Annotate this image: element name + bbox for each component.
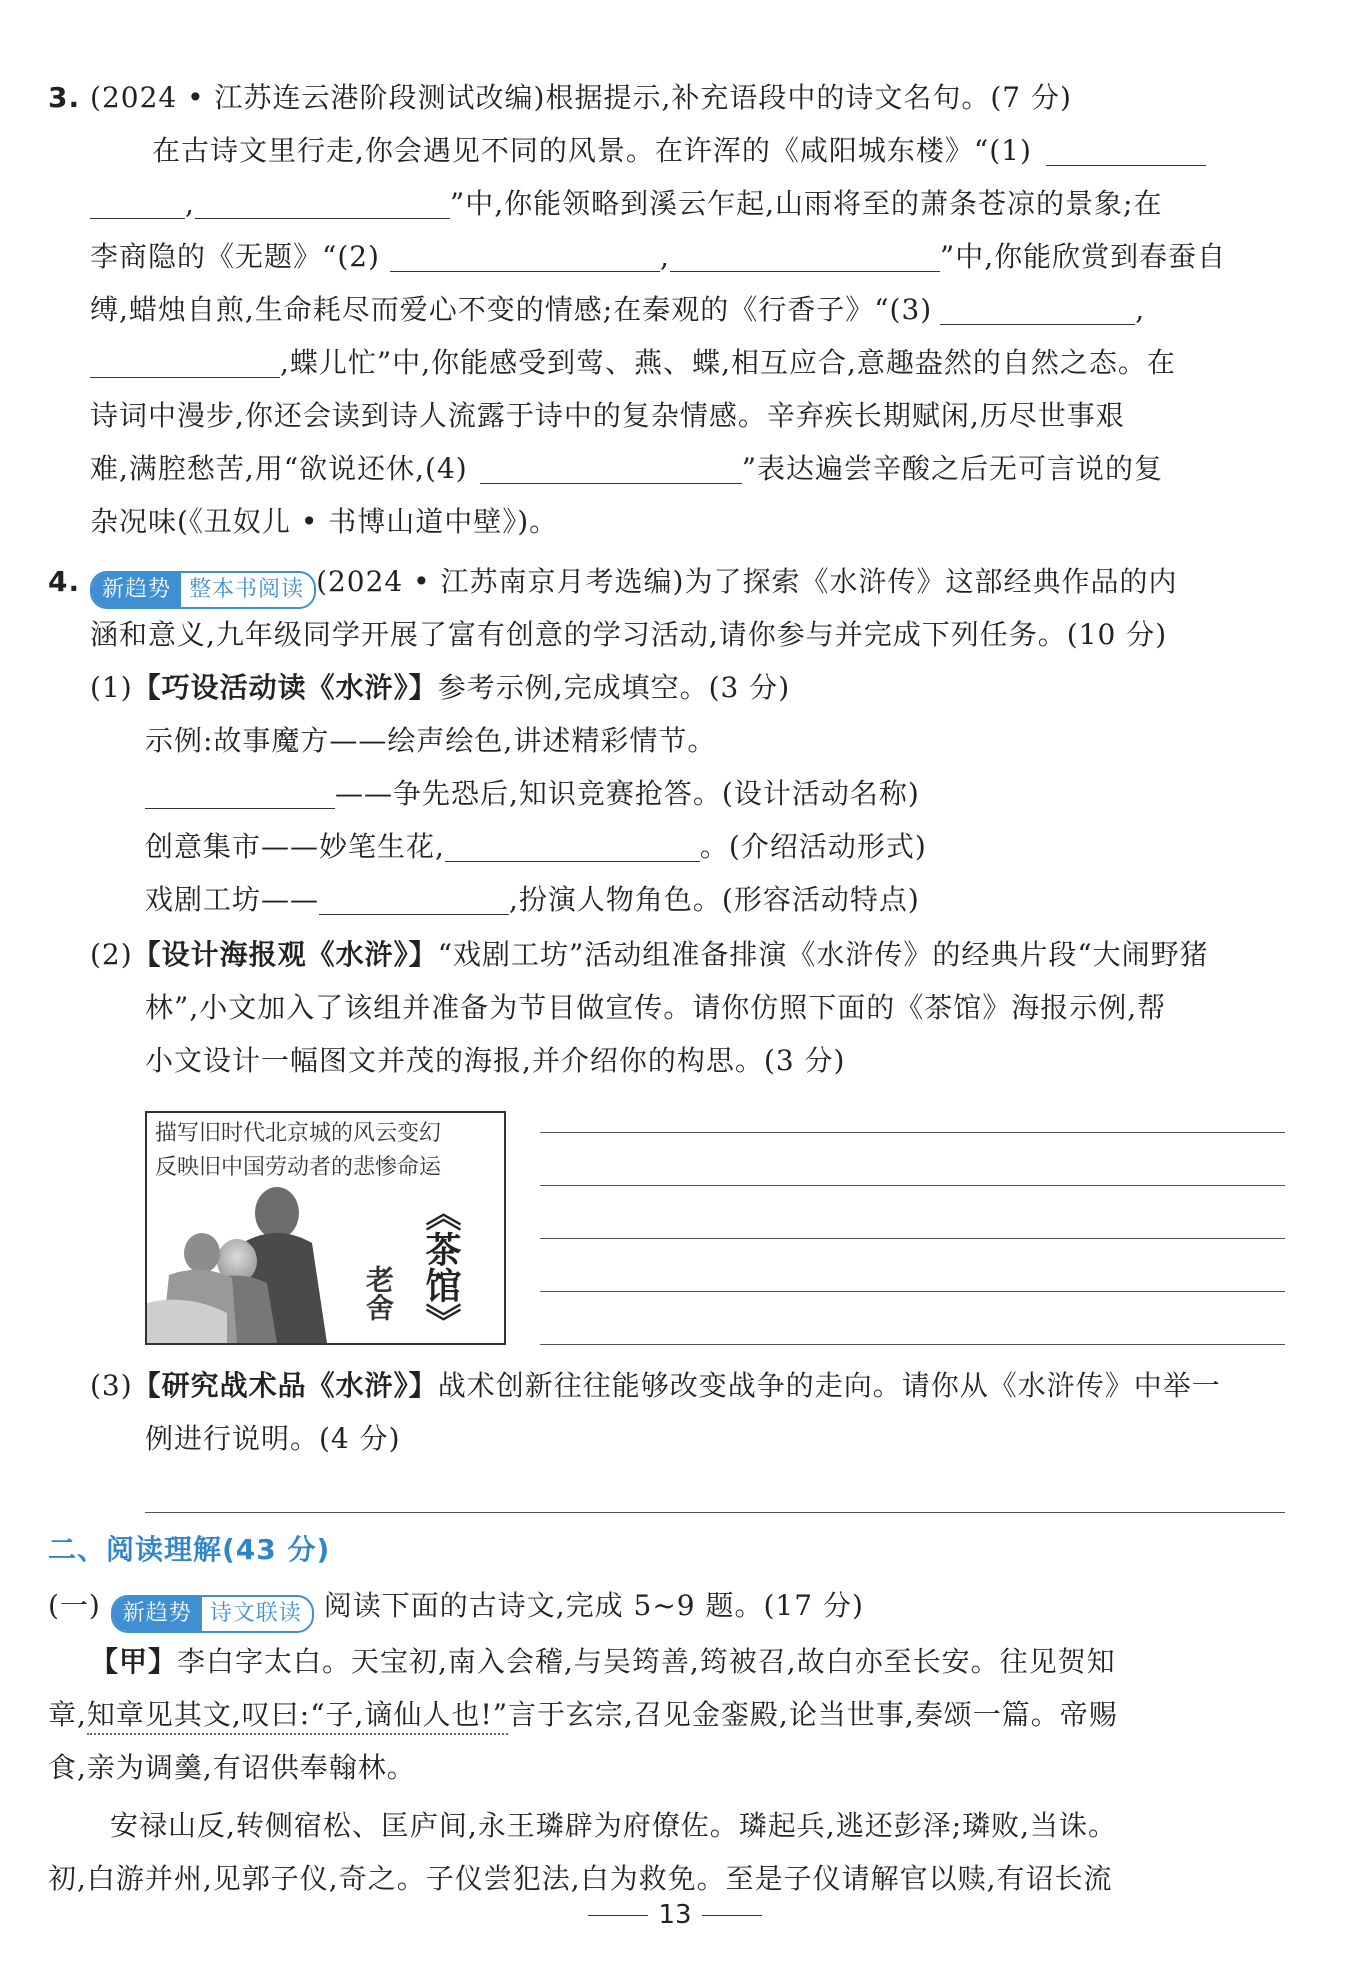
- q3-header: (2024 • 江苏连云港阶段测试改编)根据提示,补充语段中的诗文名句。(7 分): [90, 81, 1072, 114]
- trend-badge-poetry: [111, 1595, 314, 1633]
- q4-part2-text: “戏剧工坊”活动组准备排演《水浒传》的经典片段“大闹野猪: [437, 938, 1209, 971]
- q4-part2-label: (2): [90, 938, 133, 971]
- jia-text-1: 李白字太白。天宝初,南入会稽,与吴筠善,筠被召,故白亦至长安。往见贺知: [177, 1645, 1116, 1678]
- q4-blank-1[interactable]: [145, 776, 335, 809]
- q4-blank-2[interactable]: [445, 829, 700, 862]
- q3-blank-4[interactable]: [480, 451, 742, 484]
- q3-text-7a: 难,满腔愁苦,用“欲说还休,(4): [90, 452, 468, 485]
- q4-part3-label: (3): [90, 1369, 133, 1402]
- poster-answer-line-1[interactable]: [540, 1132, 1285, 1133]
- q4-row-3-text-b: ,扮演人物角色。(形容活动特点): [509, 883, 920, 916]
- q3-blank-3b[interactable]: [90, 345, 280, 378]
- jia-text-2c: 言于玄宗,召见金銮殿,论当世事,奏颂一篇。帝赐: [508, 1698, 1118, 1731]
- jia-line-2: [48, 1695, 1118, 1735]
- q4-row-2-text-a: 创意集市——妙笔生花,: [145, 830, 445, 863]
- jia-underlined-sentence: 知章见其文,叹曰:“子,谪仙人也!”: [87, 1698, 508, 1735]
- q4-part3-text-2: 例进行说明。(4 分): [145, 1422, 401, 1455]
- q4-row-3-text-a: 戏剧工坊——: [145, 883, 320, 916]
- q4-part1-line: [90, 668, 790, 708]
- q4-part3-line: [90, 1366, 1221, 1406]
- q4-row-1: [145, 774, 920, 814]
- q3-line-2: [90, 184, 1162, 224]
- page-number-dash-right: [702, 1915, 762, 1916]
- q3-blank-1c[interactable]: [195, 186, 450, 219]
- q3-line-5: [90, 343, 1176, 383]
- badge-right: 整本书阅读: [189, 577, 305, 602]
- jia-text-3: 食,亲为调羹,有诏供奉翰林。: [48, 1751, 416, 1784]
- q3-comma-1: ,: [185, 187, 195, 220]
- q3-line-8: [90, 502, 558, 542]
- section-2-sub-text: 阅读下面的古诗文,完成 5~9 题。(17 分): [323, 1589, 864, 1622]
- q3-line-3: [90, 237, 1226, 277]
- q3-number: 3.: [48, 81, 81, 114]
- q4-part3-line-2: [145, 1419, 401, 1459]
- poster-answer-line-2[interactable]: [540, 1185, 1285, 1186]
- q4-part2-line-2: [145, 988, 1166, 1028]
- jia-line-5: [48, 1859, 1113, 1899]
- q4-header: (2024 • 江苏南京月考选编)为了探索《水浒传》这部经典作品的内: [316, 565, 1178, 598]
- q4-part2-line: [90, 935, 1209, 975]
- q3-line-6: [90, 396, 1125, 436]
- q3-header-line: [48, 78, 1072, 118]
- q3-line-1: [152, 131, 1206, 171]
- q3-text-4a: 缚,蜡烛自煎,生命耗尽而爱心不变的情感;在秦观的《行香子》“(3): [90, 293, 933, 326]
- q4-row-3: [145, 880, 920, 920]
- page-number-dash-left: [588, 1915, 648, 1916]
- q3-text-3c: ”中,你能欣赏到春蚕自: [939, 240, 1227, 273]
- q4-example-line: [145, 721, 716, 761]
- poster-line-2: 反映旧中国劳动者的悲惨命运: [155, 1155, 442, 1180]
- q4-part1-title: 【巧设活动读《水浒》】: [132, 671, 438, 704]
- jia-line-1: [90, 1642, 1116, 1682]
- q3-blank-3a[interactable]: [940, 292, 1135, 325]
- jia-text-4: 安禄山反,转侧宿松、匡庐间,永王璘辟为府僚佐。璘起兵,逃还彭泽;璘败,当诛。: [110, 1809, 1118, 1842]
- q3-blank-1a[interactable]: [1046, 133, 1206, 166]
- q4-part2-title: 【设计海报观《水浒》】: [132, 938, 438, 971]
- q3-blank-2b[interactable]: [670, 239, 940, 272]
- poster-author: 老舍: [362, 1265, 395, 1321]
- q3-blank-2a[interactable]: [390, 239, 660, 272]
- poster-answer-line-4[interactable]: [540, 1291, 1285, 1292]
- q4-part2-text-2: 林”,小文加入了该组并准备为节目做宣传。请你仿照下面的《茶馆》海报示例,帮: [145, 991, 1167, 1024]
- trend-badge-book: [90, 571, 316, 609]
- q4-number: 4.: [48, 565, 81, 598]
- q4-header-line-2: [90, 615, 1167, 655]
- poster-answer-line-3[interactable]: [540, 1238, 1285, 1239]
- q4-header-line: [48, 562, 1178, 609]
- q3-text-7b: ”表达遍尝辛酸之后无可言说的复: [741, 452, 1164, 485]
- q3-comma-2: ,: [659, 240, 670, 273]
- q4-header-2: 涵和意义,九年级同学开展了富有创意的学习活动,请你参与并完成下列任务。(10 分): [90, 618, 1168, 651]
- page-number-text: 13: [658, 1900, 692, 1930]
- q3-comma-3: ,: [1135, 293, 1146, 326]
- poster-title: 《茶馆》: [420, 1195, 461, 1339]
- q4-blank-3[interactable]: [319, 882, 509, 915]
- q4-part2-text-3: 小文设计一幅图文并茂的海报,并介绍你的构思。(3 分): [145, 1044, 846, 1077]
- page-number: [0, 1900, 1350, 1930]
- q3-text-1: 在古诗文里行走,你会遇见不同的风景。在许浑的《咸阳城东楼》“(1): [152, 134, 1032, 167]
- poster-figures-image: [147, 1183, 377, 1343]
- q4-row-2: [145, 827, 927, 867]
- q3-line-4: [90, 290, 1145, 330]
- poster-line-1: 描写旧时代北京城的风云变幻: [155, 1121, 442, 1146]
- jia-line-3: [48, 1748, 416, 1788]
- q4-row-1-text: ——争先恐后,知识竞赛抢答。(设计活动名称): [335, 777, 920, 810]
- jia-label: 【甲】: [90, 1645, 178, 1678]
- q3-line-7: [90, 449, 1163, 489]
- jia-text-5: 初,白游并州,见郭子仪,奇之。子仪尝犯法,白为救免。至是子仪请解官以赎,有诏长流: [48, 1862, 1113, 1895]
- q3-text-6: 诗词中漫步,你还会读到诗人流露于诗中的复杂情感。辛弃疾长期赋闲,历尽世事艰: [90, 399, 1125, 432]
- q4-part3-text: 战术创新往往能够改变战争的走向。请你从《水浒传》中举一: [437, 1369, 1221, 1402]
- teahouse-poster: [145, 1111, 506, 1345]
- q3-text-3a: 李商隐的《无题》“(2): [90, 240, 380, 273]
- badge-right: 诗文联读: [209, 1601, 302, 1626]
- q4-part1-label: (1): [90, 671, 133, 704]
- section-2-heading: 二、阅读理解(43 分): [48, 1533, 331, 1566]
- q4-part1-text: 参考示例,完成填空。(3 分): [437, 671, 791, 704]
- q4-example: 示例:故事魔方——绘声绘色,讲述精彩情节。: [145, 724, 717, 757]
- poster-answer-line-5[interactable]: [540, 1344, 1285, 1345]
- q3-blank-1b[interactable]: [90, 186, 185, 219]
- q3-text-8: 杂况味(《丑奴儿 • 书博山道中壁》)。: [90, 505, 559, 538]
- q4-part3-answer-line[interactable]: [145, 1512, 1285, 1513]
- q4-part2-line-3: [145, 1041, 845, 1081]
- jia-line-4: [110, 1806, 1117, 1846]
- jia-text-2a: 章,: [48, 1698, 87, 1731]
- q4-row-2-text-b: 。(介绍活动形式): [699, 830, 927, 863]
- q3-text-2: ”中,你能领略到溪云乍起,山雨将至的萧条苍凉的景象;在: [449, 187, 1163, 220]
- section-2-sub-label: (一): [48, 1589, 101, 1622]
- q3-text-5: ,蝶儿忙”中,你能感受到莺、燕、蝶,相互应合,意趣盎然的自然之态。在: [280, 346, 1176, 379]
- badge-left: 新趋势: [113, 1597, 202, 1631]
- q4-part3-title: 【研究战术品《水浒》】: [132, 1369, 438, 1402]
- section-2-sub-line: [48, 1586, 864, 1633]
- badge-left: 新趋势: [92, 573, 181, 607]
